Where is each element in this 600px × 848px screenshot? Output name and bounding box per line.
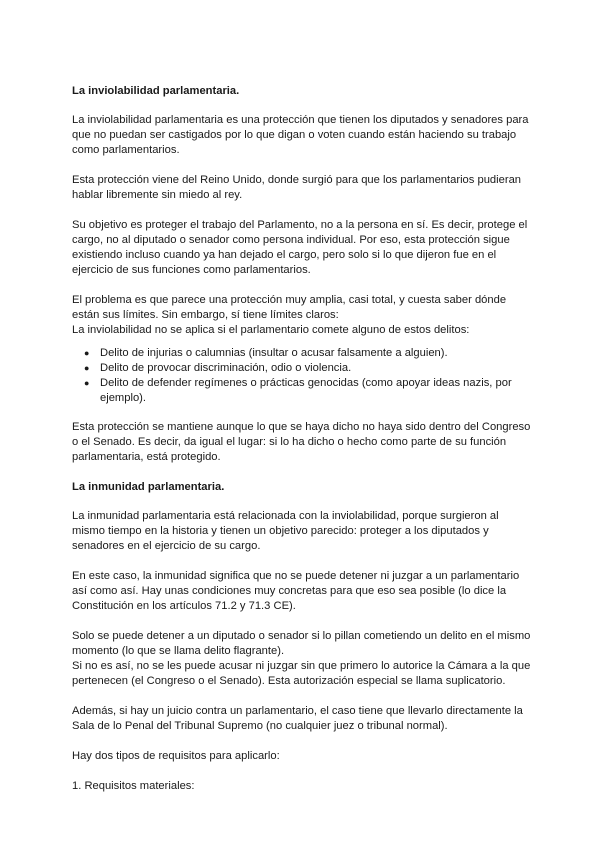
- bullet-icon: ●: [84, 348, 90, 358]
- text-line: así como así. Hay unas condiciones muy concretas para que eso sea posible (lo dice la: [72, 585, 507, 597]
- paragraph: [72, 420, 540, 465]
- paragraph: [72, 509, 540, 554]
- text-line: La inviolabilidad no se aplica si el parlamentario comete alguno de estos delitos:: [72, 324, 470, 336]
- text-line: Solo se puede detener a un diputado o senador si lo pillan cometiendo un delito en el mismo: [72, 630, 531, 642]
- section-title-inmunidad: La inmunidad parlamentaria.: [72, 481, 225, 493]
- text-line: pertenecen (el Congreso o el Senado). Esta autorización especial se llama suplicatorio.: [72, 675, 506, 687]
- paragraph: [72, 113, 540, 158]
- text-line: Delito de injurias o calumnias (insultar o acusar falsamente a alguien).: [100, 347, 448, 359]
- section-title-inviolabilidad: La inviolabilidad parlamentaria.: [72, 85, 240, 97]
- text-line: que no puedan ser castigados por lo que digan o voten cuando están haciendo su trabajo: [72, 129, 517, 141]
- text-line: Constitución en los artículos 71.2 y 71.3 CE).: [72, 600, 296, 612]
- paragraph: [72, 293, 540, 338]
- text-line: parlamentaria, está protegido.: [72, 451, 221, 463]
- paragraph: [72, 173, 540, 203]
- text-line: Además, si hay un juicio contra un parlamentario, el caso tiene que llevarlo directamente la: [72, 705, 523, 717]
- text-line: hablar libremente sin miedo al rey.: [72, 189, 243, 201]
- text-line: Sala de lo Penal del Tribunal Supremo (no cualquier juez o tribunal normal).: [72, 720, 448, 732]
- list-item: [84, 376, 540, 406]
- text-line: momento (lo que se llama delito flagrante).: [72, 645, 285, 657]
- paragraph: [72, 218, 540, 278]
- text-line: cargo, no al diputado o senador como persona individual. Por eso, esta protección sigue: [72, 234, 510, 246]
- text-line: Esta protección viene del Reino Unido, donde surgió para que los parlamentarios pudieran: [72, 174, 522, 186]
- bullet-list: [72, 346, 540, 406]
- bullet-icon: ●: [84, 378, 90, 388]
- text-line: como parlamentarios.: [72, 144, 180, 156]
- text-line: Delito de defender regímenes o prácticas genocidas (como apoyar ideas nazis, por: [100, 377, 512, 389]
- text-line: Si no es así, no se les puede acusar ni juzgar sin que primero lo autorice la Cámara a la que: [72, 660, 531, 672]
- text-line: 1. Requisitos materiales:: [72, 780, 195, 792]
- text-line: En este caso, la inmunidad significa que no se puede detener ni juzgar a un parlamentario: [72, 570, 520, 582]
- text-line: Hay dos tipos de requisitos para aplicarlo:: [72, 750, 280, 762]
- text-line: ejercicio de sus funciones como parlamentarios.: [72, 264, 311, 276]
- bullet-icon: ●: [84, 363, 90, 373]
- text-line: o el Senado. Es decir, da igual el lugar: si lo ha dicho o hecho como parte de su función: [72, 436, 507, 448]
- list-item: [84, 346, 540, 361]
- text-line: El problema es que parece una protección muy amplia, casi total, y cuesta saber dónde: [72, 294, 507, 306]
- text-line: Su objetivo es proteger el trabajo del Parlamento, no a la persona en sí. Es decir, protege el: [72, 219, 528, 231]
- paragraph: [72, 569, 540, 614]
- text-line: La inviolabilidad parlamentaria es una protección que tienen los diputados y senadores para: [72, 114, 529, 126]
- text-line: senadores en el ejercicio de su cargo.: [72, 540, 261, 552]
- paragraph: [72, 704, 540, 734]
- text-line: La inmunidad parlamentaria está relacionada con la inviolabilidad, porque surgieron al: [72, 510, 499, 522]
- text-line: están sus límites. Sin embargo, sí tiene límites claros:: [72, 309, 339, 321]
- text-line: Esta protección se mantiene aunque lo que se haya dicho no haya sido dentro del Congreso: [72, 421, 531, 433]
- paragraph: [72, 629, 540, 689]
- text-line: existiendo incluso cuando ya han dejado el cargo, pero solo si lo que dijeron fue en el: [72, 249, 497, 261]
- text-line: ejemplo).: [100, 392, 147, 404]
- list-item: [84, 361, 540, 376]
- text-line: Delito de provocar discriminación, odio o violencia.: [100, 362, 352, 374]
- paragraph: [72, 779, 540, 794]
- text-line: mismo tiempo en la historia y tienen un objetivo parecido: proteger a los diputados y: [72, 525, 489, 537]
- paragraph: [72, 749, 540, 764]
